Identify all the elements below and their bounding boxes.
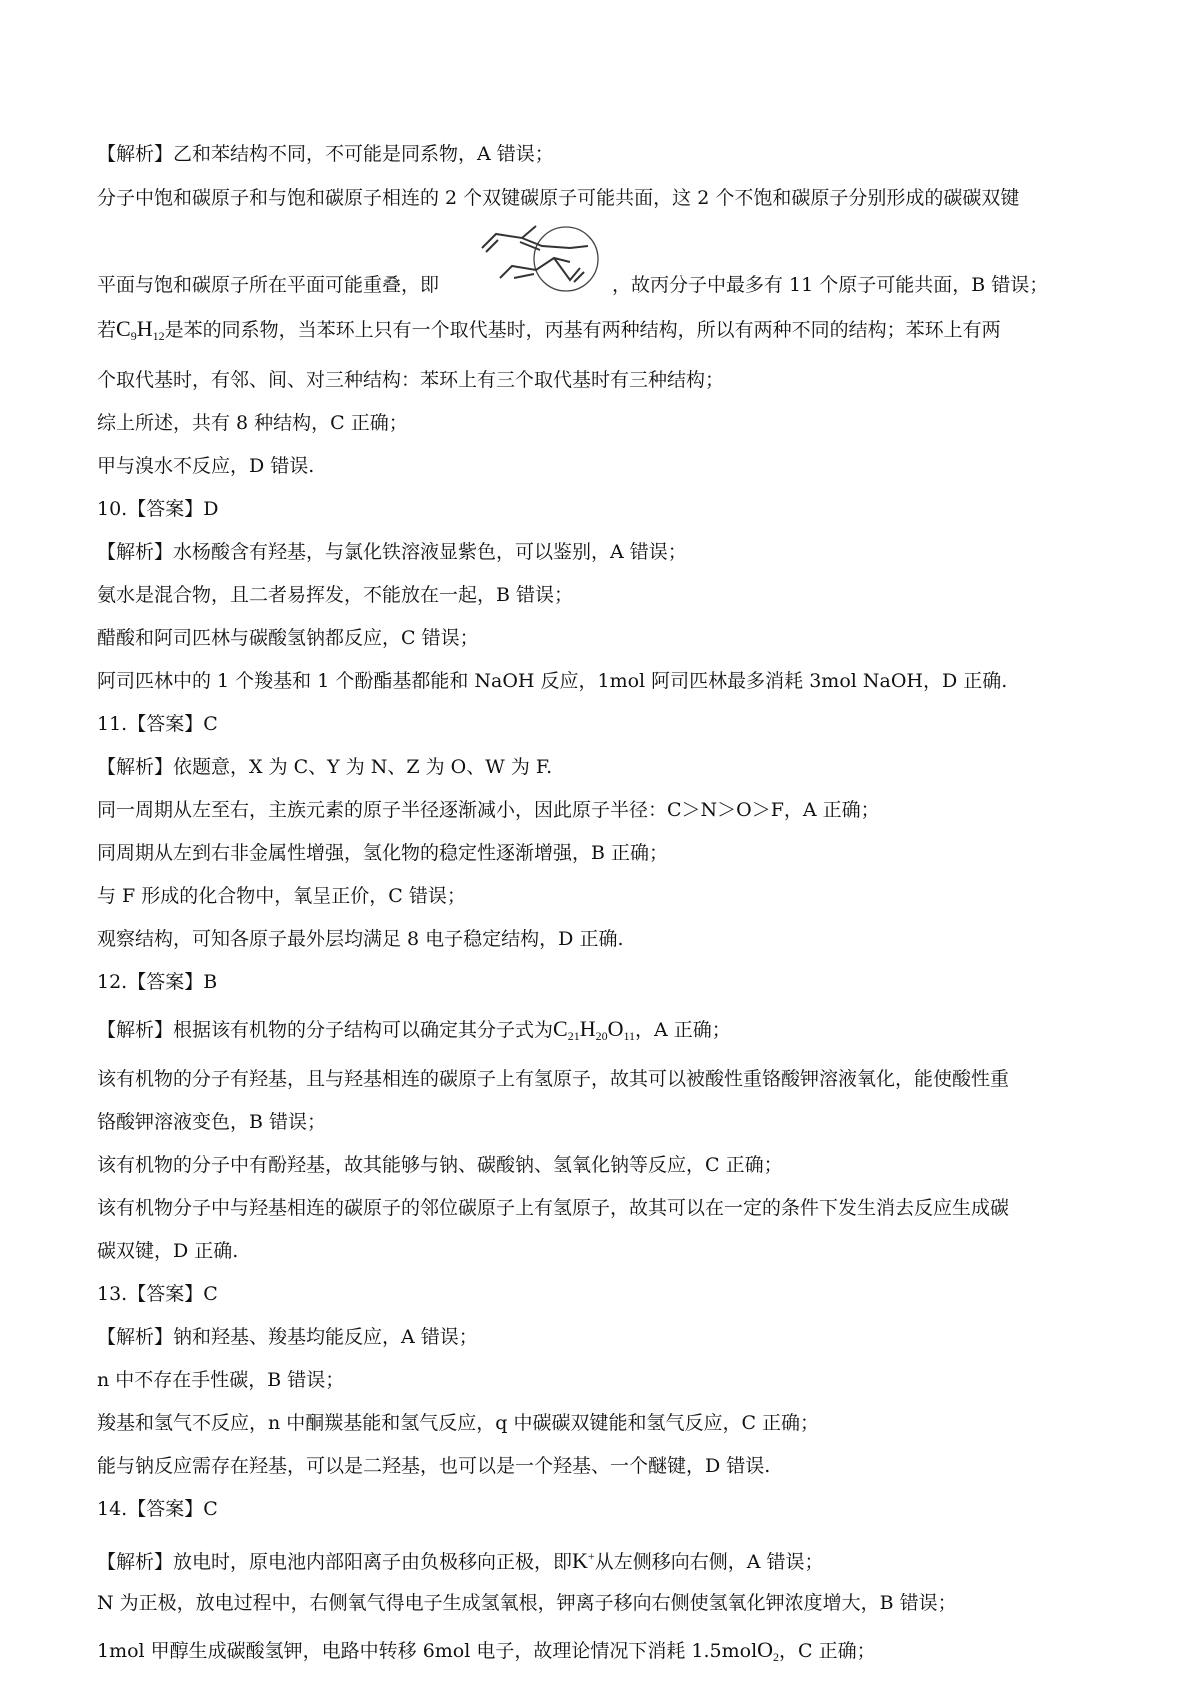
text-segment: ，A 正确；	[635, 1019, 731, 1041]
formula-c21h20o11: $C_{21}H_{20}O_{11}$	[553, 1016, 636, 1043]
text-line: 碳双键，D 正确.	[97, 1240, 239, 1262]
molecule-structure-figure	[478, 222, 606, 292]
text-line: 该有机物的分子有羟基，且与羟基相连的碳原子上有氢原子，故其可以被酸性重铬酸钾溶液氧化，能使酸性重	[97, 1068, 1010, 1090]
formula-k-ion: K+	[572, 1548, 595, 1573]
answer-heading: 12.【答案】B	[97, 971, 218, 993]
text-segment: 【解析】根据该有机物的分子结构可以确定其分子式为	[97, 1019, 554, 1041]
text-line: 阿司匹林中的 1 个羧基和 1 个酚酯基都能和 NaOH 反应，1mol 阿司匹林最多消耗 3mol NaOH，D 正确.	[97, 670, 1008, 692]
text-line: 个取代基时，有邻、间、对三种结构：苯环上有三个取代基时有三种结构；	[97, 369, 725, 391]
plane-circle	[534, 227, 598, 291]
answer-heading: 14.【答案】C	[97, 1498, 218, 1520]
text-segment: 是苯的同系物，当苯环上只有一个取代基时，丙基有两种结构，所以有两种不同的结构；苯环上有两	[164, 319, 1001, 341]
text-line	[97, 1016, 731, 1049]
text-line: 【解析】乙和苯结构不同，不可能是同系物，A 错误；	[97, 143, 554, 165]
text-line: 综上所述，共有 8 种结构，C 正确；	[97, 412, 408, 434]
text-segment: ，故丙分子中最多有 11 个原子可能共面，B 错误；	[612, 274, 1049, 296]
answer-heading: 11.【答案】C	[97, 713, 218, 735]
text-line: 【解析】依题意，X 为 C、Y 为 N、Z 为 O、W 为 F.	[97, 756, 553, 778]
text-line	[97, 272, 439, 298]
bond-lower-double	[514, 274, 534, 278]
text-line: 铬酸钾溶液变色，B 错误；	[97, 1111, 327, 1133]
text-segment: 【解析】放电时，原电池内部阳离子由负极移向正极，即	[97, 1551, 573, 1573]
text-line: 能与钠反应需存在羟基，可以是二羟基，也可以是一个羟基、一个醚键，D 错误.	[97, 1455, 771, 1477]
text-segment: ，C 正确；	[779, 1640, 876, 1662]
text-segment: 1mol 甲醇生成碳酸氢钾，电路中转移 6mol 电子，故理论情况下消耗 1.5mol	[97, 1640, 758, 1662]
text-line: 观察结构，可知各原子最外层均满足 8 电子稳定结构，D 正确.	[97, 928, 624, 950]
formula-o2: $O_2$	[757, 1637, 780, 1664]
text-line: n 中不存在手性碳，B 错误；	[97, 1369, 345, 1391]
answer-heading: 13.【答案】C	[97, 1283, 218, 1305]
text-line	[97, 1637, 876, 1670]
formula-c9h12: $C_9H_{12}$	[116, 316, 165, 343]
text-segment: 若	[97, 319, 117, 341]
text-line: 羧基和氢气不反应，n 中酮羰基能和氢气反应，q 中碳碳双键能和氢气反应，C 正确；	[97, 1412, 820, 1434]
text-line: 分子中饱和碳原子和与饱和碳原子相连的 2 个双键碳原子可能共面，这 2 个不饱和碳原子分别形成的碳碳双键	[97, 187, 1020, 209]
answer-heading: 10.【答案】D	[97, 498, 219, 520]
text-line: 同周期从左到右非金属性增强，氢化物的稳定性逐渐增强，B 正确；	[97, 842, 669, 864]
text-line: 与 F 形成的化合物中，氧呈正价，C 错误；	[97, 885, 466, 907]
text-line	[612, 272, 1048, 298]
text-line: 【解析】水杨酸含有羟基，与氯化铁溶液显紫色，可以鉴别，A 错误；	[97, 541, 687, 563]
text-line: 醋酸和阿司匹林与碳酸氢钠都反应，C 错误；	[97, 627, 479, 649]
text-line	[97, 316, 1001, 349]
text-line: 氨水是混合物，且二者易挥发，不能放在一起，B 错误；	[97, 584, 574, 606]
text-line: N 为正极，放电过程中，右侧氧气得电子生成氢氧根，钾离子移向右侧使氢氧化钾浓度增大，B 错误；	[97, 1592, 957, 1614]
text-line: 同一周期从左至右，主族元素的原子半径逐渐减小，因此原子半径：C＞N＞O＞F，A 正确；	[97, 799, 880, 821]
text-line: 甲与溴水不反应，D 错误.	[97, 455, 315, 477]
text-line: 该有机物的分子中有酚羟基，故其能够与钠、碳酸钠、氢氧化钠等反应，C 正确；	[97, 1154, 783, 1176]
text-segment: 从左侧移向右侧，A 错误；	[594, 1551, 824, 1573]
text-line: 【解析】钠和羟基、羧基均能反应，A 错误；	[97, 1326, 478, 1348]
text-segment: 平面与饱和碳原子所在平面可能重叠，即	[97, 274, 440, 296]
text-line	[97, 1543, 823, 1575]
text-line: 该有机物分子中与羟基相连的碳原子的邻位碳原子上有氢原子，故其可以在一定的条件下发生消去反应生成碳	[97, 1197, 1010, 1219]
